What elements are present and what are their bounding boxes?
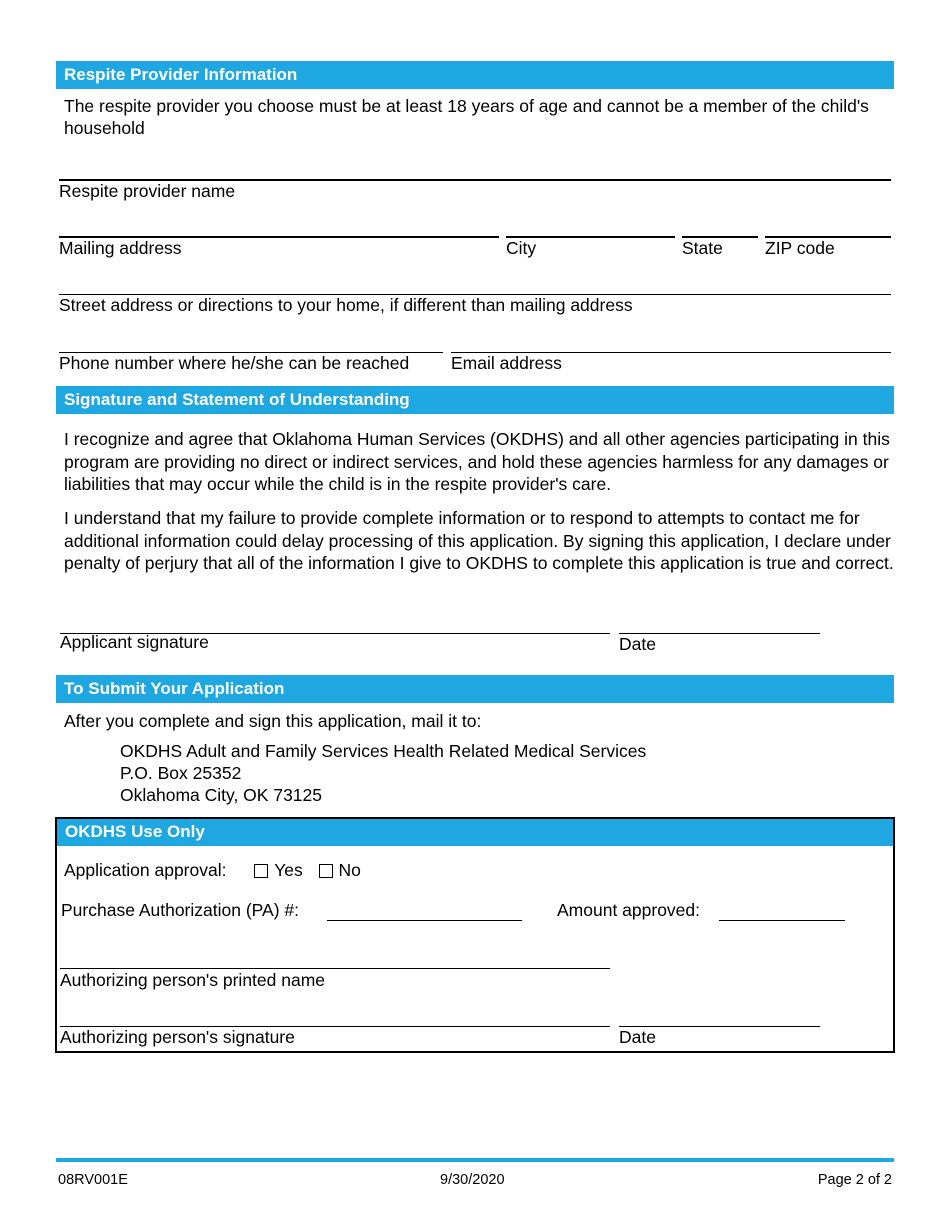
- provider-name-label: Respite provider name: [59, 181, 236, 201]
- amount-approved-field[interactable]: [719, 920, 845, 921]
- no-checkbox[interactable]: [319, 864, 333, 878]
- amount-approved-label: Amount approved:: [557, 900, 701, 920]
- email-label: Email address: [451, 353, 562, 373]
- yes-label: Yes: [274, 860, 303, 880]
- use-only-box: [55, 817, 895, 1053]
- printed-name-label: Authorizing person's printed name: [60, 970, 326, 990]
- mailing-address-label: Mailing address: [59, 238, 182, 258]
- zip-label: ZIP code: [765, 238, 835, 258]
- submit-section-header: To Submit Your Application: [56, 675, 894, 703]
- mailing-address-line3: Oklahoma City, OK 73125: [120, 785, 322, 805]
- agreement-paragraph: I recognize and agree that Oklahoma Human Services (OKDHS) and all other agencies participating in this program are providing no direct or indirect services, and hold these agencies harmless for any damages or liabilities that may occur while the child is in the respite provider's care.: [64, 429, 890, 494]
- street-address-label: Street address or directions to your home, if different than mailing address: [59, 295, 633, 315]
- mailing-address-line2: P.O. Box 25352: [120, 763, 242, 783]
- form-number: 08RV001E: [58, 1172, 128, 1188]
- authorizing-signature-label: Authorizing person's signature: [60, 1027, 295, 1047]
- pa-number-field[interactable]: [327, 920, 522, 921]
- understanding-paragraph: I understand that my failure to provide complete information or to respond to attempts to contact me for additional information could delay processing of this application. By signing this application, I declare under penalty of perjury that all of the information I give to OKDHS to complete this application is true and correct.: [64, 508, 894, 573]
- revision-date: 9/30/2020: [440, 1172, 505, 1188]
- authorizing-date-label: Date: [619, 1027, 656, 1047]
- no-label: No: [338, 860, 361, 880]
- printed-name-field[interactable]: [60, 968, 610, 969]
- city-label: City: [506, 238, 537, 258]
- pa-label: Purchase Authorization (PA) #:: [61, 900, 299, 920]
- footer-divider: [56, 1158, 894, 1162]
- use-only-header: OKDHS Use Only: [57, 819, 893, 846]
- mail-instruction-text: After you complete and sign this application, mail it to:: [64, 711, 482, 731]
- approval-row: [64, 860, 361, 880]
- provider-intro-text: The respite provider you choose must be at least 18 years of age and cannot be a member of the child's household: [64, 96, 869, 138]
- page-number: Page 2 of 2: [817, 1172, 892, 1188]
- approval-label: Application approval:: [64, 860, 227, 880]
- signature-section-header: Signature and Statement of Understanding: [56, 386, 894, 414]
- mailing-address-line1: OKDHS Adult and Family Services Health Related Medical Services: [120, 741, 647, 761]
- provider-section-header: Respite Provider Information: [56, 61, 894, 89]
- phone-label: Phone number where he/she can be reached: [59, 353, 410, 373]
- applicant-date-label: Date: [619, 634, 656, 654]
- state-label: State: [682, 238, 723, 258]
- yes-checkbox[interactable]: [254, 864, 268, 878]
- applicant-signature-label: Applicant signature: [60, 632, 209, 652]
